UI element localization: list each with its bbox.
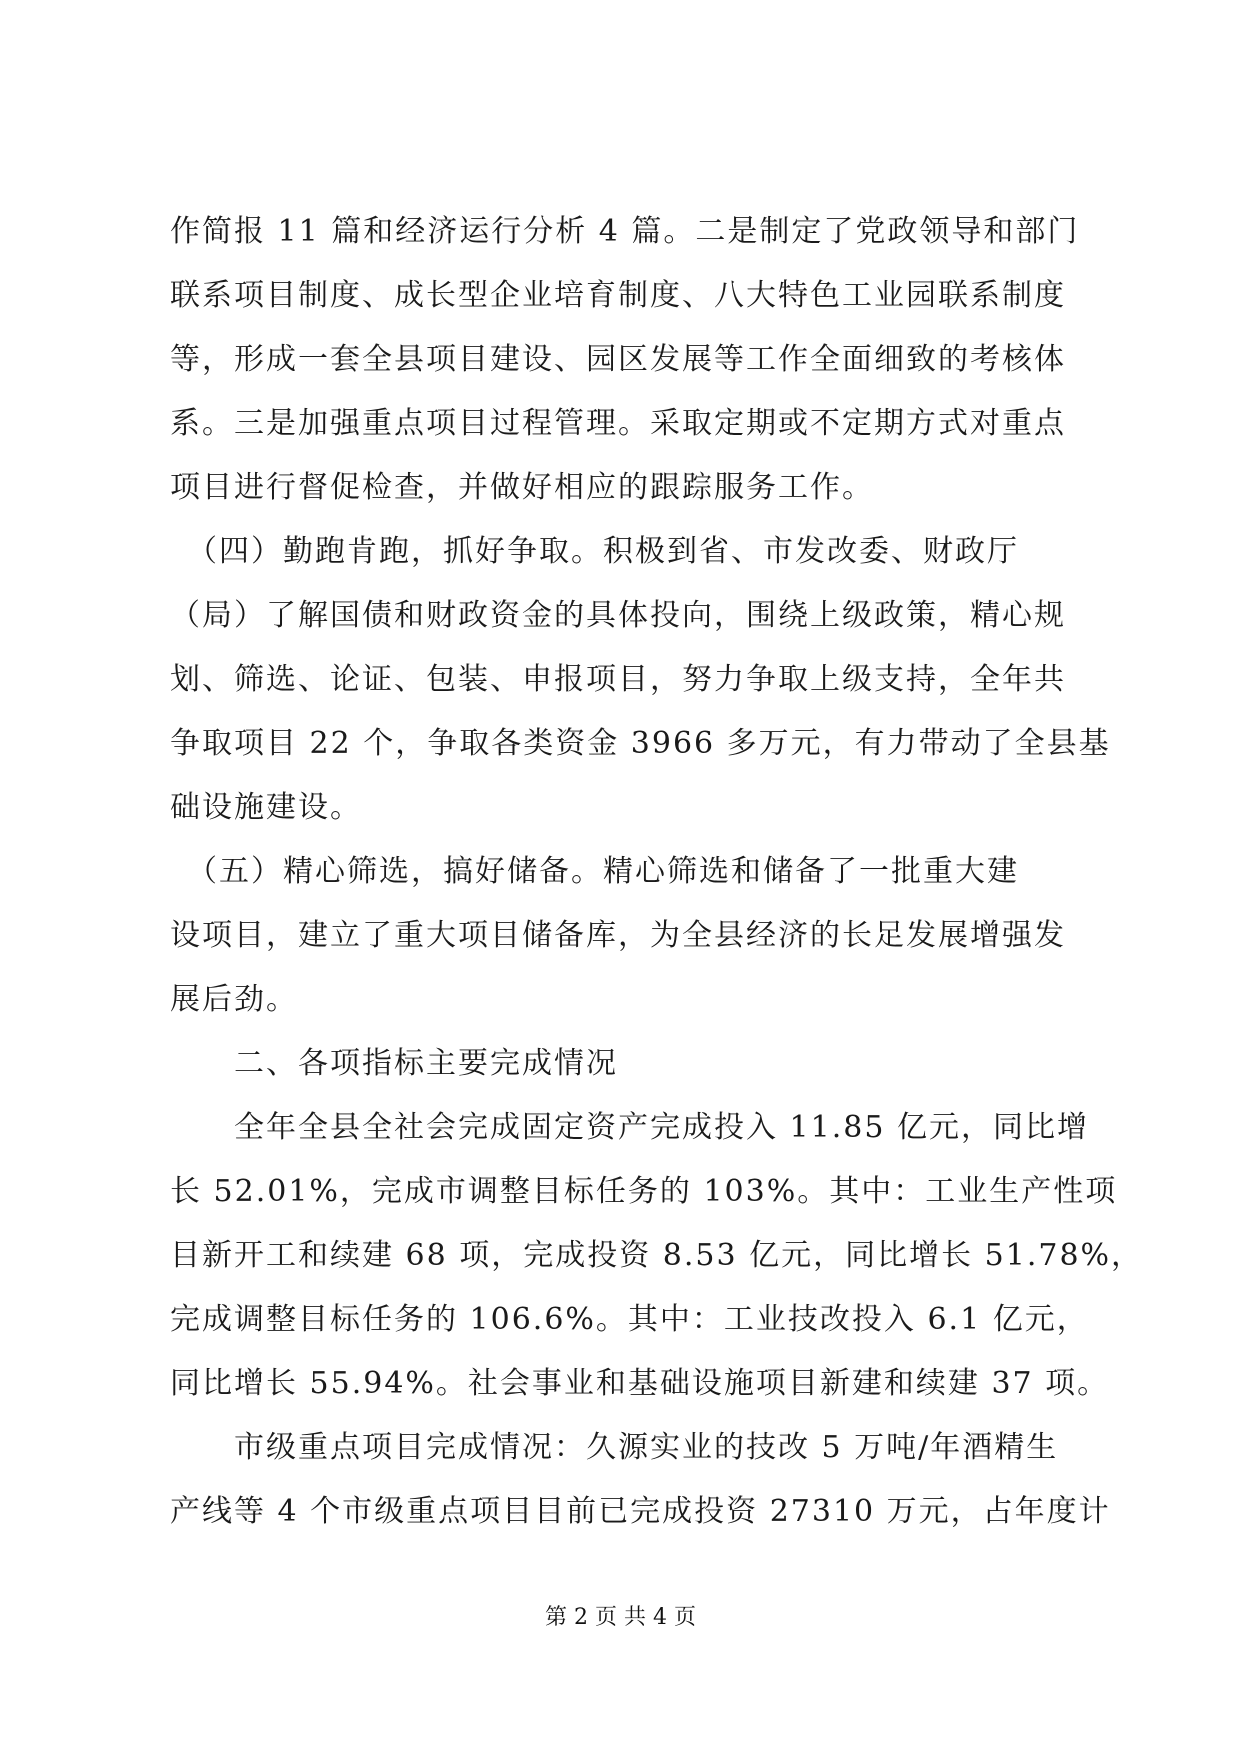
text-line-8: 划、筛选、论证、包装、申报项目，努力争取上级支持，全年共 — [170, 662, 1066, 697]
text-line-7: （局）了解国债和财政资金的具体投向，围绕上级政策，精心规 — [170, 598, 1066, 633]
text-line-11: （五）精心筛选，搞好储备。精心筛选和储备了一批重大建 — [170, 854, 1019, 889]
section-heading: 二、各项指标主要完成情况 — [170, 1046, 618, 1081]
text-line-17: 目新开工和续建 68 项，完成投资 8.53 亿元，同比增长 51.78%， — [170, 1238, 1144, 1273]
text-line-20: 市级重点项目完成情况：久源实业的技改 5 万吨/年酒精生 — [170, 1430, 1059, 1465]
document-body — [170, 200, 1144, 1544]
text-line-3: 等，形成一套全县项目建设、园区发展等工作全面细致的考核体 — [170, 342, 1066, 377]
text-line-21: 产线等 4 个市级重点项目目前已完成投资 27310 万元，占年度计 — [170, 1494, 1111, 1529]
text-line-9: 争取项目 22 个，争取各类资金 3966 多万元，有力带动了全县基 — [170, 726, 1111, 761]
text-line-18: 完成调整目标任务的 106.6%。其中：工业技改投入 6.1 亿元， — [170, 1302, 1089, 1337]
text-line-16: 长 52.01%，完成市调整目标任务的 103%。其中：工业生产性项 — [170, 1174, 1118, 1209]
text-line-2: 联系项目制度、成长型企业培育制度、八大特色工业园联系制度 — [170, 278, 1066, 313]
page-number-footer: 第 2 页 共 4 页 — [545, 1605, 696, 1630]
text-line-10: 础设施建设。 — [170, 790, 362, 825]
text-line-4: 系。三是加强重点项目过程管理。采取定期或不定期方式对重点 — [170, 406, 1066, 441]
text-line-15: 全年全县全社会完成固定资产完成投入 11.85 亿元，同比增 — [170, 1110, 1089, 1145]
text-line-6: （四）勤跑肯跑，抓好争取。积极到省、市发改委、财政厅 — [170, 534, 1019, 569]
text-line-19: 同比增长 55.94%。社会事业和基础设施项目新建和续建 37 项。 — [170, 1366, 1110, 1401]
text-line-12: 设项目，建立了重大项目储备库，为全县经济的长足发展增强发 — [170, 918, 1066, 953]
text-line-1: 作简报 11 篇和经济运行分析 4 篇。二是制定了党政领导和部门 — [170, 214, 1080, 249]
text-line-13: 展后劲。 — [170, 982, 298, 1017]
text-line-5: 项目进行督促检查，并做好相应的跟踪服务工作。 — [170, 470, 874, 505]
